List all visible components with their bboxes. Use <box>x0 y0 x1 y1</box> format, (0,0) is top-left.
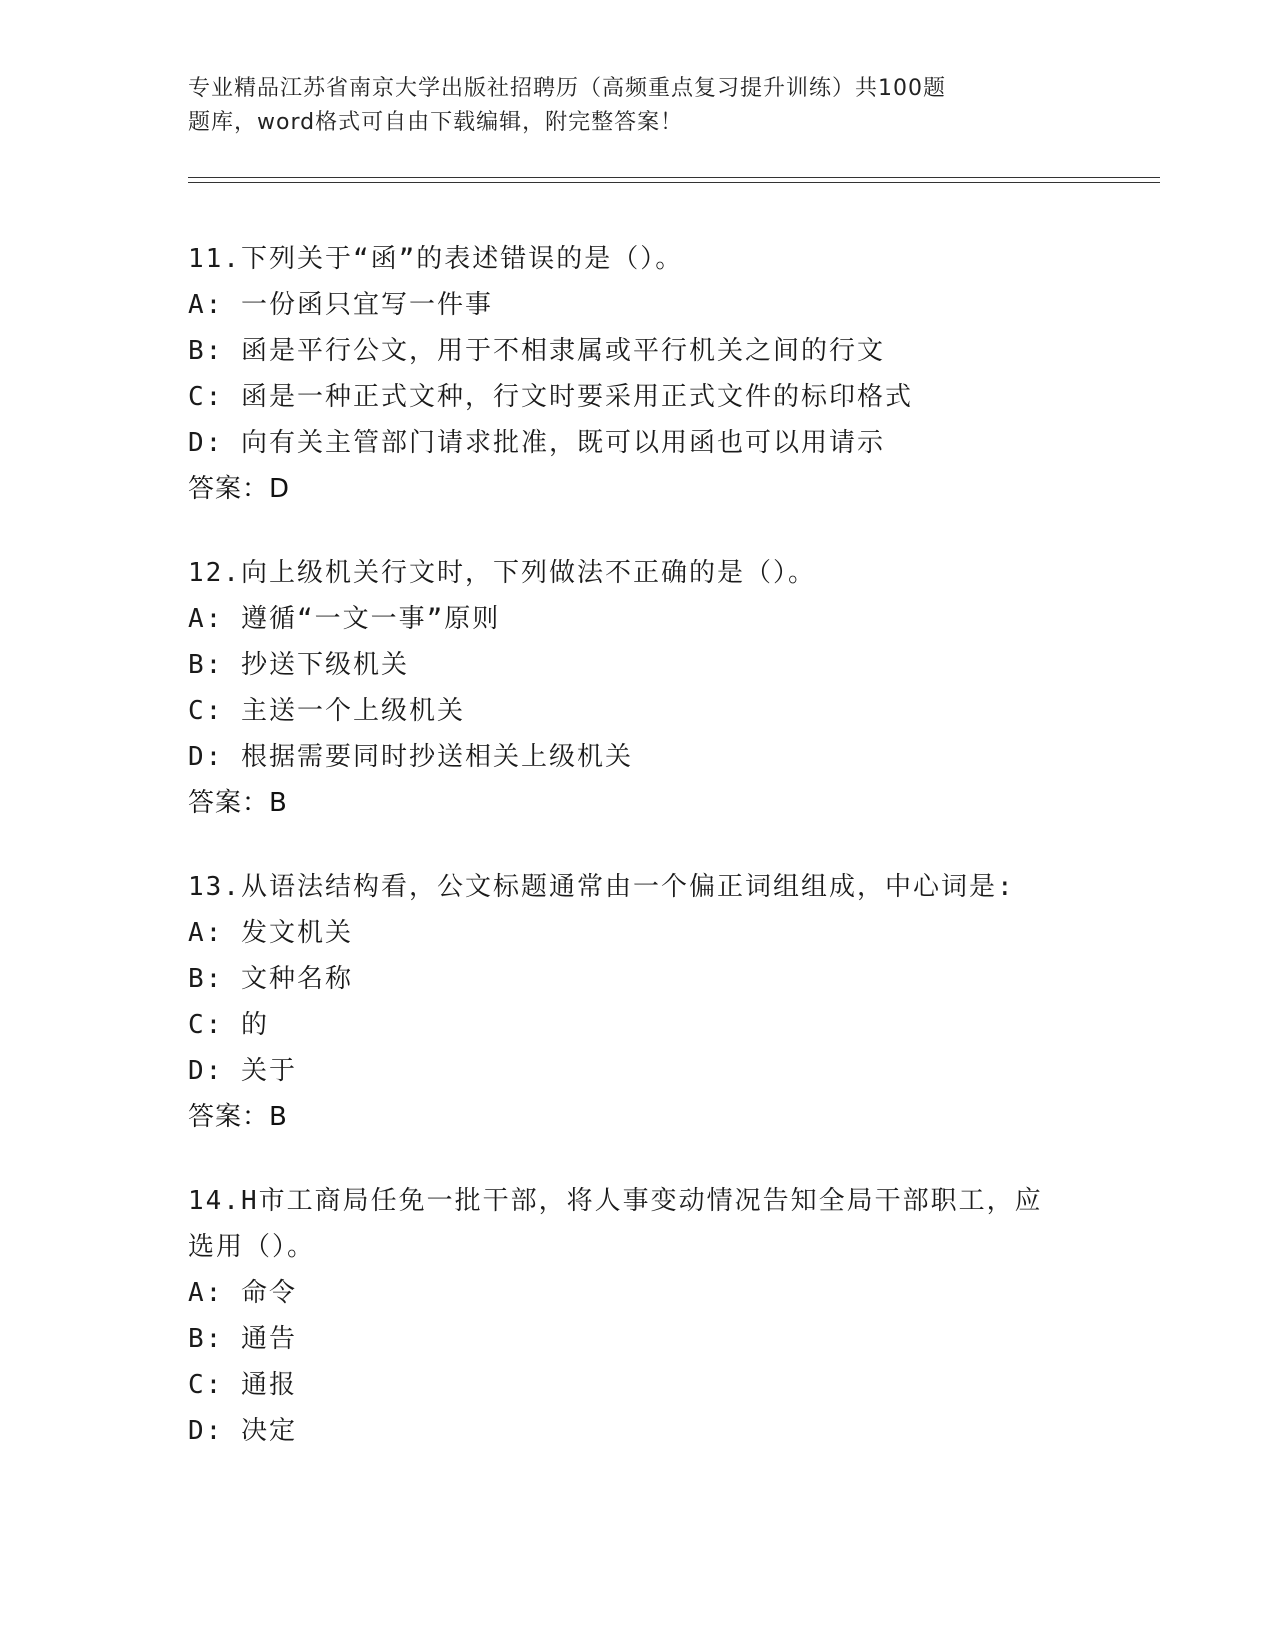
header-line-2: 题库，word格式可自由下载编辑，附完整答案！ <box>188 110 684 135</box>
answer: 答案：D <box>188 474 291 504</box>
option-c: C: 的 <box>188 1010 269 1040</box>
answer: 答案：B <box>188 1102 288 1132</box>
option-c: C: 函是一种正式文种，行文时要采用正式文件的标印格式 <box>188 382 913 412</box>
option-d: D: 向有关主管部门请求批准，既可以用函也可以用请示 <box>188 428 885 458</box>
option-a: A: 发文机关 <box>188 918 353 948</box>
question-12 <box>188 550 1088 826</box>
option-b: B: 函是平行公文，用于不相隶属或平行机关之间的行文 <box>188 336 885 366</box>
header-line-1: 专业精品江苏省南京大学出版社招聘历（高频重点复习提升训练）共100题 <box>188 76 946 101</box>
question-stem: 11.下列关于“函”的表述错误的是（）。 <box>188 244 684 274</box>
question-13 <box>188 864 1088 1140</box>
option-d: D: 决定 <box>188 1416 297 1446</box>
answer: 答案：B <box>188 788 288 818</box>
header-divider-top <box>188 177 1160 178</box>
option-b: B: 抄送下级机关 <box>188 650 409 680</box>
question-14 <box>188 1178 1088 1454</box>
option-d: D: 关于 <box>188 1056 297 1086</box>
option-a: A: 遵循“一文一事”原则 <box>188 604 501 634</box>
question-list <box>188 236 1088 1492</box>
option-a: A: 命令 <box>188 1278 297 1308</box>
option-c: C: 主送一个上级机关 <box>188 696 465 726</box>
question-stem-line-1: 14.H市工商局任免一批干部，将人事变动情况告知全局干部职工，应 <box>188 1186 1043 1216</box>
option-c: C: 通报 <box>188 1370 297 1400</box>
option-b: B: 通告 <box>188 1324 297 1354</box>
document-header <box>188 72 1028 140</box>
option-b: B: 文种名称 <box>188 964 353 994</box>
question-stem-line-2: 选用（）。 <box>188 1232 316 1262</box>
option-d: D: 根据需要同时抄送相关上级机关 <box>188 742 633 772</box>
option-a: A: 一份函只宜写一件事 <box>188 290 493 320</box>
question-stem: 13.从语法结构看，公文标题通常由一个偏正词组组成，中心词是: <box>188 872 1015 902</box>
question-11 <box>188 236 1088 512</box>
question-stem: 12.向上级机关行文时，下列做法不正确的是（）。 <box>188 558 816 588</box>
header-divider-bottom <box>188 182 1160 183</box>
